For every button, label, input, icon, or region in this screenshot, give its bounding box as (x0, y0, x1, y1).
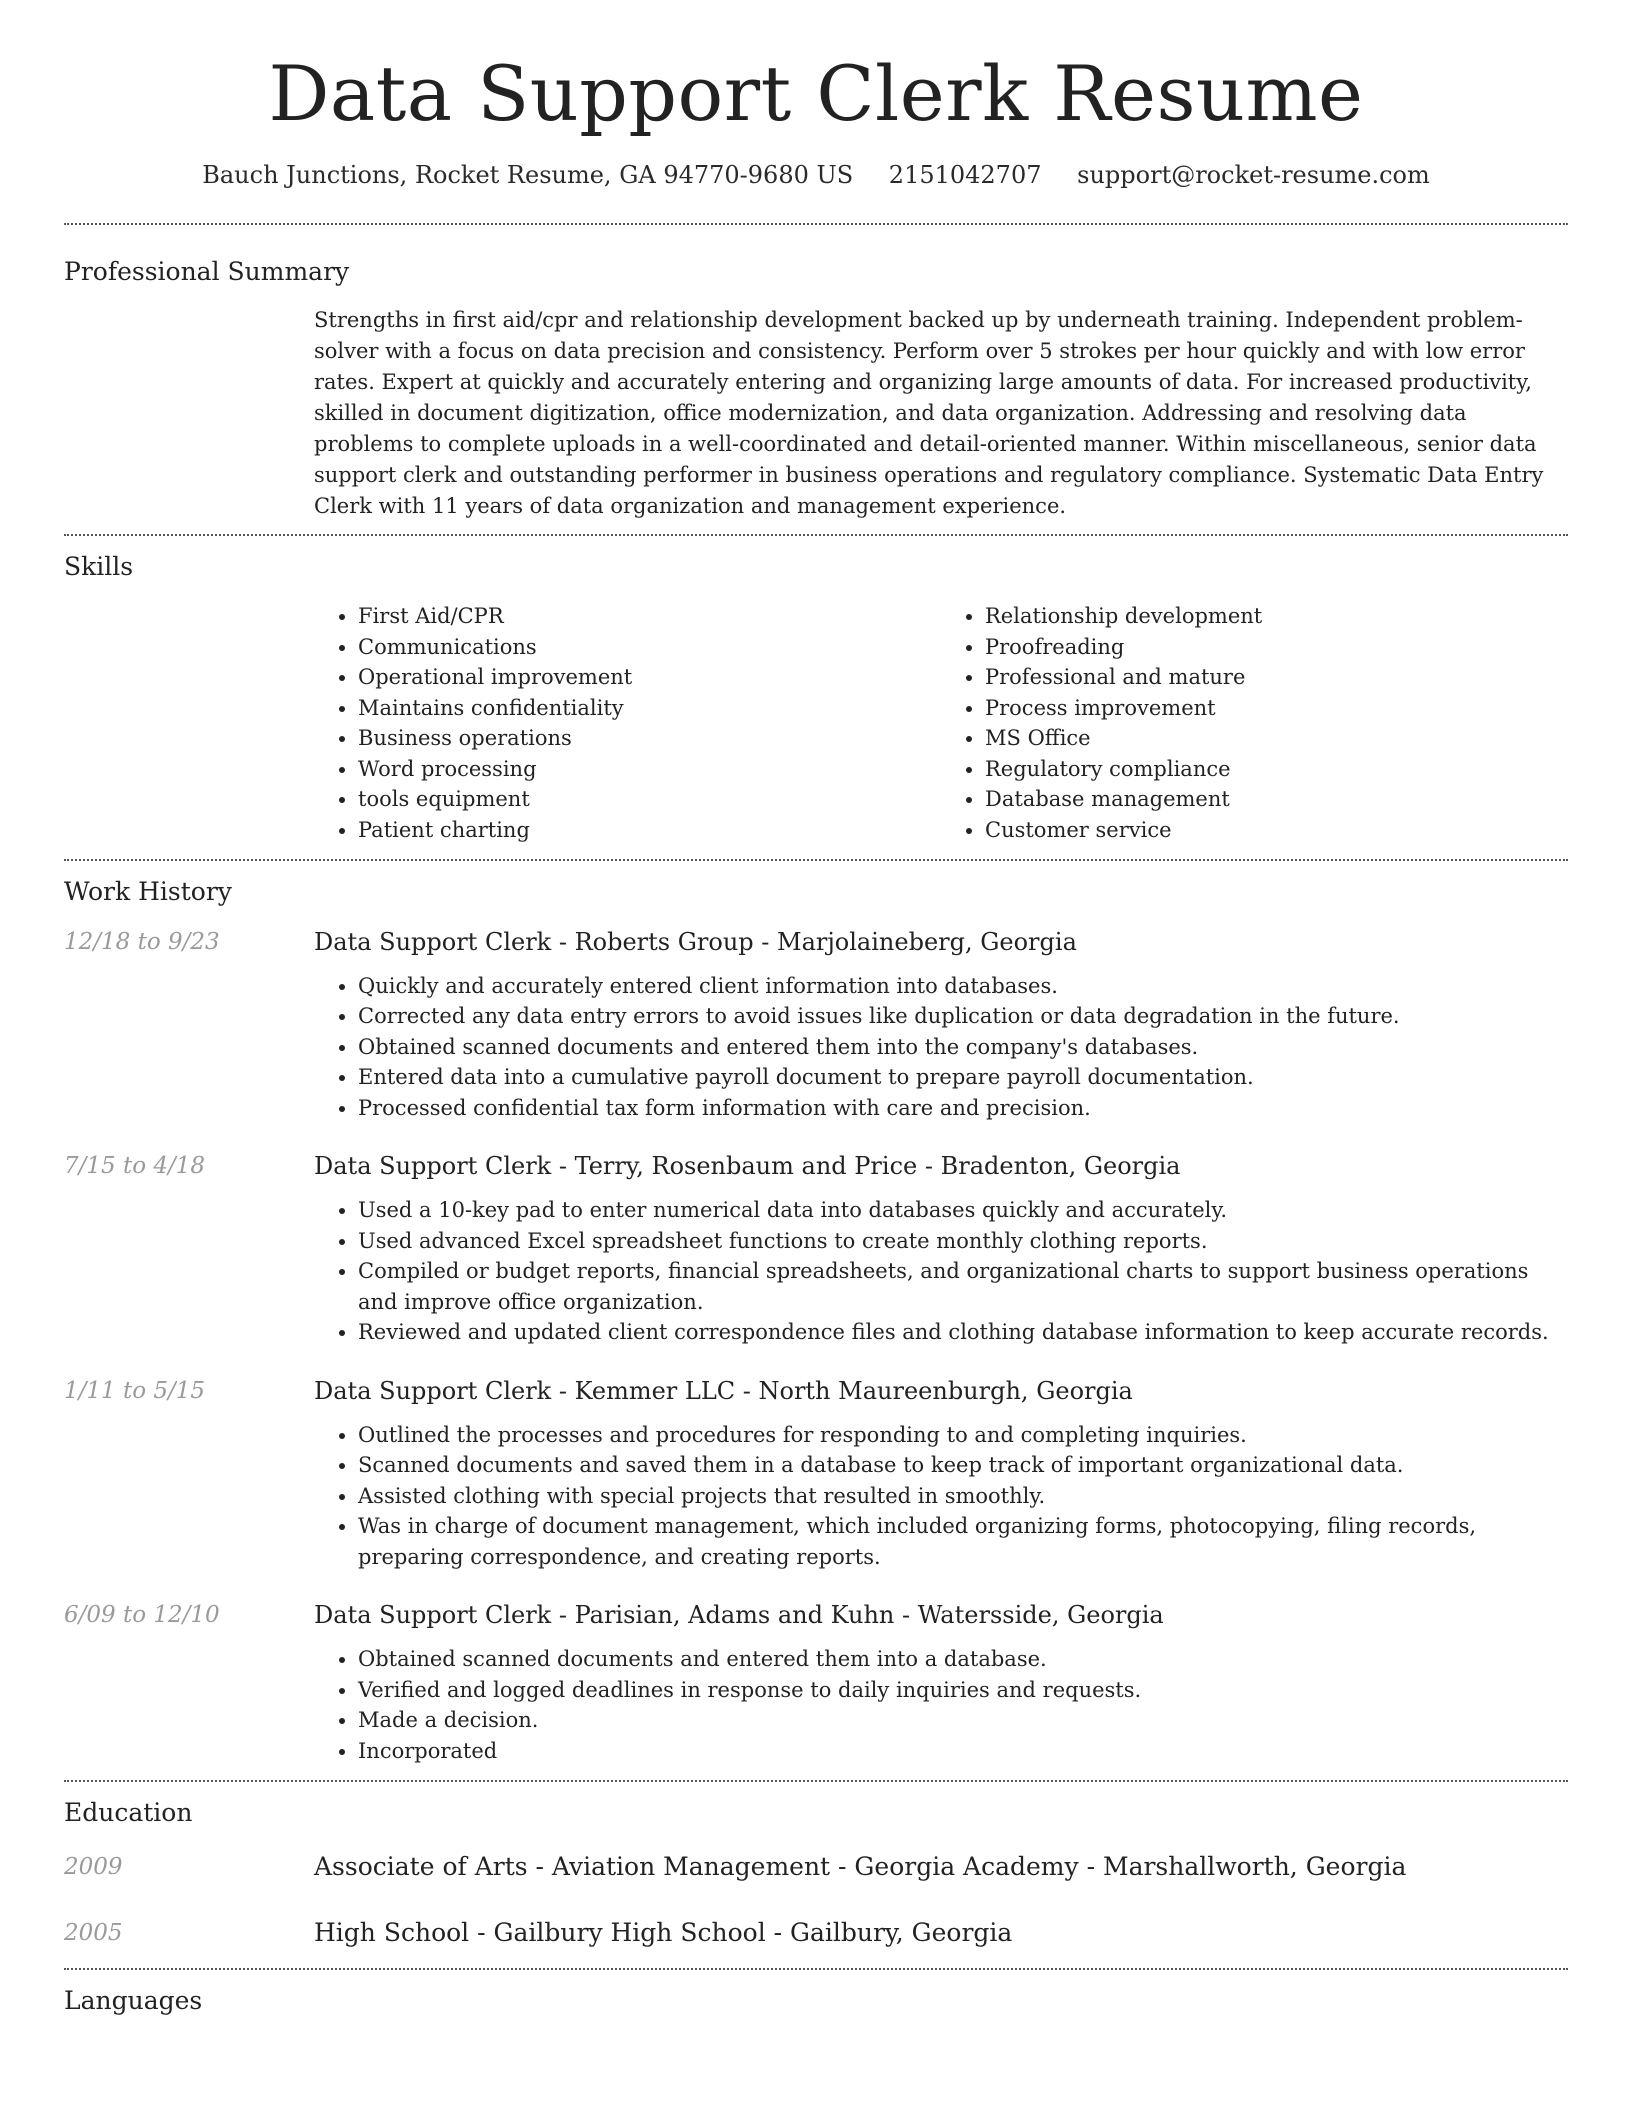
job-entry (64, 911, 1568, 1124)
education-entry (64, 1832, 1568, 1884)
summary-text: Strengths in first aid/cpr and relationship development backed up by underneath training. Independent problem-solver with a focus on data precision and consistency. Perform over 5 strokes per hour quickly and with low error rates. Expert at quickly and accurately entering and organizing large amounts of data. For increased productivity, skilled in document digitization, office modernization, and data organization. Addressing and resolving data problems to complete uploads in a well-coordinated and detail-oriented manner. Within miscellaneous, senior data support clerk and outstanding performer in business operations and regulatory compliance. Systematic Data Entry Clerk with 11 years of data organization and management experience. (314, 307, 1544, 518)
spacer (64, 1766, 1568, 1780)
skill-item: • tools equipment (358, 784, 941, 815)
skills-columns (314, 585, 1568, 859)
skill-item: • Relationship development (985, 601, 1568, 632)
summary-section (64, 225, 1568, 534)
section-heading-skills: Skills (64, 551, 134, 581)
job-bullet: • Verified and logged deadlines in response to daily inquiries and requests. (358, 1675, 1568, 1706)
contact-address: Bauch Junctions, Rocket Resume, GA 94770-9680 US (202, 161, 854, 190)
job-bullet: • Corrected any data entry errors to avoid issues like duplication or data degradation in the future. (358, 1001, 1568, 1032)
skill-item: • Professional and mature (985, 662, 1568, 693)
job-bullet: • Made a decision. (358, 1705, 1568, 1736)
section-heading-summary: Professional Summary (64, 257, 350, 287)
job-bullets (314, 1420, 1568, 1573)
job-bullet: • Incorporated (358, 1736, 1568, 1767)
job-bullet: • Used a 10-key pad to enter numerical data into databases quickly and accurately. (358, 1195, 1568, 1226)
job-bullets (314, 971, 1568, 1124)
skill-item: • Process improvement (985, 693, 1568, 724)
skill-item: • First Aid/CPR (358, 601, 941, 632)
job-body (314, 925, 1568, 1124)
education-section (64, 1782, 1568, 1968)
section-heading-work-history: Work History (64, 877, 232, 907)
job-bullet: • Scanned documents and saved them in a database to keep track of important organizational data. (358, 1450, 1568, 1481)
job-entry (64, 1123, 1568, 1348)
job-dates: 1/11 to 5/15 (64, 1377, 206, 1404)
skills-section (64, 536, 1568, 860)
job-bullet: • Assisted clothing with special projects that resulted in smoothly. (358, 1481, 1568, 1512)
contact-phone: 2151042707 (888, 161, 1042, 190)
job-body (314, 1374, 1568, 1573)
skill-item: • MS Office (985, 723, 1568, 754)
job-dates: 6/09 to 12/10 (64, 1602, 220, 1629)
education-title: Associate of Arts - Aviation Management - Georgia Academy - Marshallworth, Georgia (314, 1851, 1407, 1881)
skill-item: • Customer service (985, 815, 1568, 846)
page-title: Data Support Clerk Resume (268, 49, 1364, 138)
job-dates: 7/15 to 4/18 (64, 1153, 206, 1180)
job-bullet: • Reviewed and updated client correspondence files and clothing database information to keep accurate records. (358, 1317, 1568, 1348)
job-bullet: • Entered data into a cumulative payroll document to prepare payroll documentation. (358, 1062, 1568, 1093)
job-entry (64, 1572, 1568, 1766)
education-year: 2009 (64, 1853, 123, 1880)
job-bullet: • Used advanced Excel spreadsheet functions to create monthly clothing reports. (358, 1226, 1568, 1257)
job-bullet: • Obtained scanned documents and entered them into a database. (358, 1644, 1568, 1675)
job-dates: 12/18 to 9/23 (64, 928, 220, 955)
resume-header (64, 0, 1568, 189)
job-bullet: • Quickly and accurately entered client information into databases. (358, 971, 1568, 1002)
job-bullets (314, 1644, 1568, 1766)
skill-item: • Word processing (358, 754, 941, 785)
job-bullet: • Obtained scanned documents and entered them into the company's databases. (358, 1032, 1568, 1063)
education-title: High School - Gailbury High School - Gailbury, Georgia (314, 1917, 1013, 1947)
job-title: Data Support Clerk - Parisian, Adams and Kuhn - Watersside, Georgia (314, 1601, 1164, 1630)
skills-list-right (941, 601, 1568, 845)
job-bullet: • Processed confidential tax form information with care and precision. (358, 1093, 1568, 1124)
job-title: Data Support Clerk - Kemmer LLC - North Maureenburgh, Georgia (314, 1376, 1133, 1405)
job-bullets (314, 1195, 1568, 1348)
contact-line (64, 161, 1568, 189)
skill-item: • Communications (358, 632, 941, 663)
job-bullet: • Compiled or budget reports, financial spreadsheets, and organizational charts to support business operations and improve office organization. (358, 1256, 1568, 1317)
skill-item: • Patient charting (358, 815, 941, 846)
skill-item: • Operational improvement (358, 662, 941, 693)
work-history-section (64, 861, 1568, 1780)
skill-item: • Business operations (358, 723, 941, 754)
section-heading-languages: Languages (64, 1985, 203, 2015)
languages-section (64, 1970, 1568, 2020)
section-heading-education: Education (64, 1798, 193, 1828)
education-year: 2005 (64, 1919, 123, 1946)
contact-email: support@rocket-resume.com (1077, 161, 1430, 190)
skill-item: • Proofreading (985, 632, 1568, 663)
job-title: Data Support Clerk - Roberts Group - Marjolaineberg, Georgia (314, 927, 1077, 956)
spacer (64, 1950, 1568, 1968)
skills-list-left (314, 601, 941, 845)
job-body (314, 1598, 1568, 1766)
job-body (314, 1149, 1568, 1348)
education-entry (64, 1884, 1568, 1950)
skill-item: • Regulatory compliance (985, 754, 1568, 785)
skill-item: • Database management (985, 784, 1568, 815)
job-title: Data Support Clerk - Terry, Rosenbaum and Price - Bradenton, Georgia (314, 1152, 1181, 1181)
job-entry (64, 1348, 1568, 1573)
skill-item: • Maintains confidentiality (358, 693, 941, 724)
job-bullet: • Outlined the processes and procedures for responding to and completing inquiries. (358, 1420, 1568, 1451)
job-bullet: • Was in charge of document management, which included organizing forms, photocopying, filing records, preparing correspondence, and creating reports. (358, 1511, 1568, 1572)
